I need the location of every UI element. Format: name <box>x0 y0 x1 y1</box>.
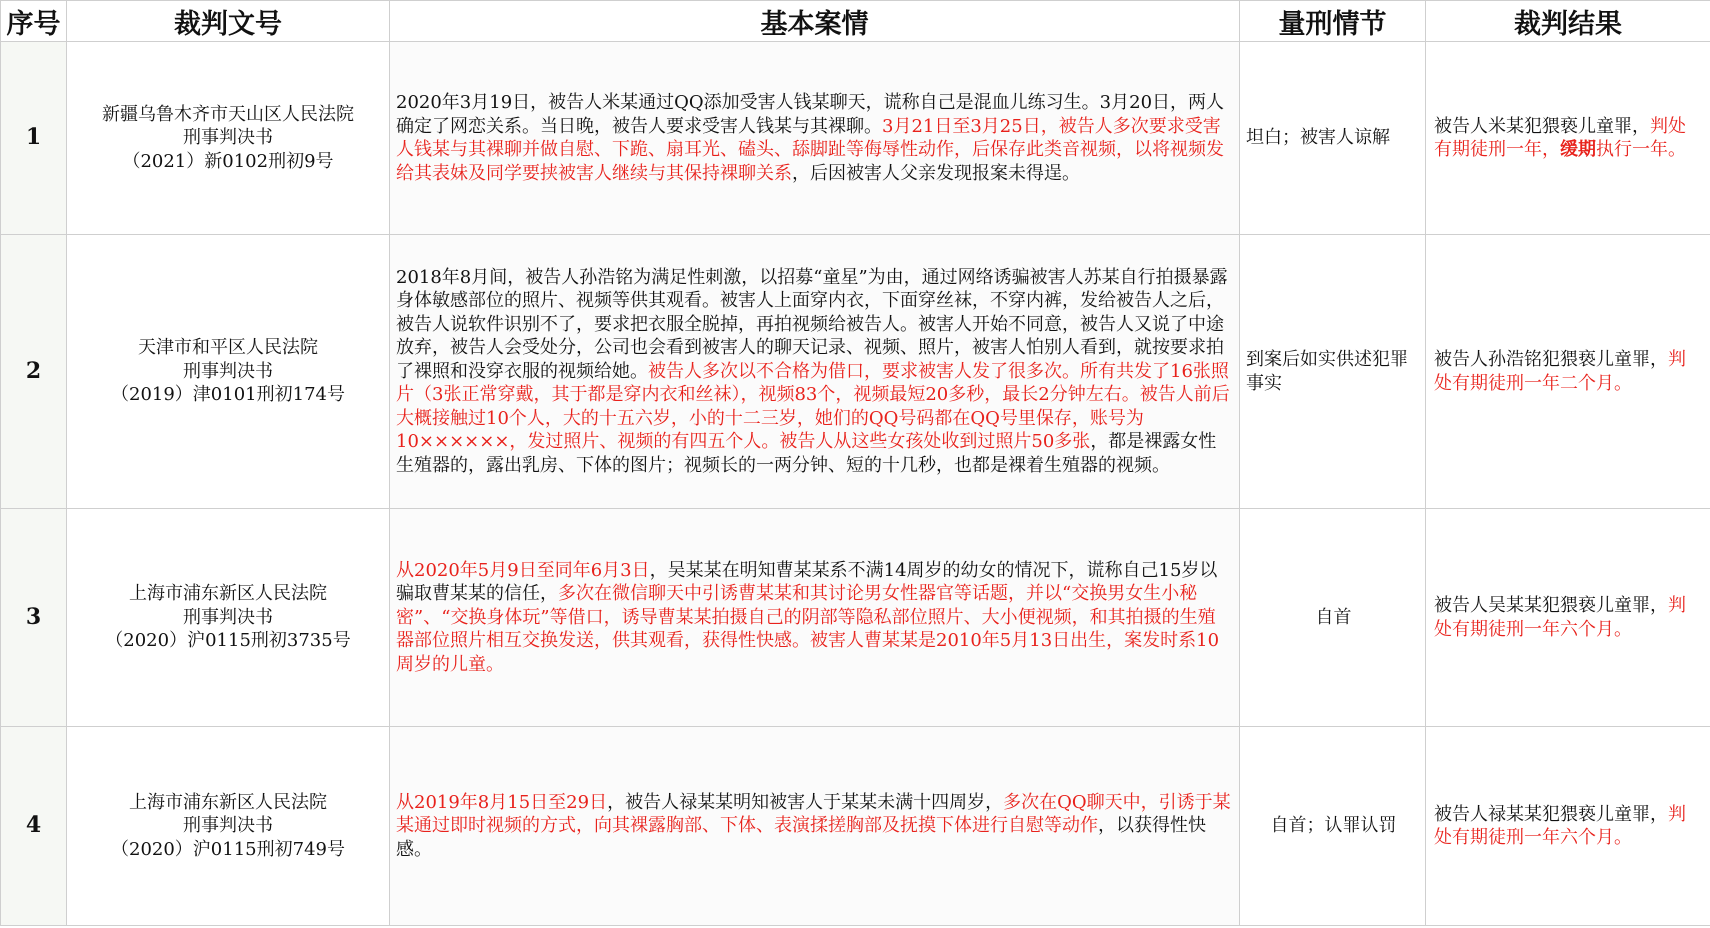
header-doc-number: 裁判文号 <box>67 1 390 42</box>
row-index: 2 <box>1 235 67 509</box>
case-number: （2020）沪0115刑初3735号 <box>105 630 351 652</box>
doc-type: 刑事判决书 <box>183 360 273 382</box>
case-facts-cell <box>390 727 1240 926</box>
doc-type: 刑事判决书 <box>183 127 273 149</box>
facts-text: ，被告人禄某某明知被害人于某某未满十四周岁， <box>607 791 1004 813</box>
doc-number-cell <box>67 727 390 926</box>
facts-text: ，都是裸露女性生殖器的，露出乳房、下体的图片；视频长的一两分钟、短的十几秒，也都是裸着生殖器的视频。 <box>396 431 1217 476</box>
result-text: 被告人米某犯猥亵儿童罪， <box>1434 115 1650 137</box>
court-name: 上海市浦东新区人民法院 <box>129 791 327 813</box>
facts-text: ，吴某某在明知曹某某系不满14周岁的幼女的情况下，谎称自己15岁以骗取曹某某的信任， <box>396 559 1218 605</box>
sentencing-factors-cell: 自首；认罪认罚 <box>1240 727 1426 926</box>
court-name: 天津市和平区人民法院 <box>138 337 318 359</box>
sentencing-factors-cell: 自首 <box>1240 509 1426 727</box>
table-row <box>1 727 1710 926</box>
sentencing-factors-cell: 坦白；被害人谅解 <box>1240 42 1426 235</box>
judgment-result-cell <box>1426 235 1710 509</box>
result-text: 被告人孙浩铭犯猥亵儿童罪， <box>1434 349 1668 370</box>
facts-highlight: 从2019年8月15日至29日 <box>396 791 608 813</box>
sentencing-factors-cell: 到案后如实供述犯罪事实 <box>1240 235 1426 509</box>
result-highlight-bold: 缓期 <box>1560 139 1596 160</box>
doc-type: 刑事判决书 <box>183 606 273 628</box>
case-number: （2019）津0101刑初174号 <box>111 384 345 406</box>
result-highlight: 判处有期徒刑一年， <box>1434 115 1686 160</box>
result-highlight: 判处有期徒刑一年二个月。 <box>1434 349 1686 394</box>
table-row <box>1 509 1710 727</box>
table-row <box>1 42 1710 235</box>
facts-text: 2020年3月19日，被告人米某通过QQ添加受害人钱某聊天，谎称自己是混血儿练习生。3月20日，两人确定了网恋关系。当日晚，被告人要求受害人钱某与其裸聊。 <box>396 92 1225 137</box>
facts-text: 2018年8月间，被告人孙浩铭为满足性刺激，以招募“童星”为由，通过网络诱骗被害人苏某自行拍摄暴露身体敏感部位的照片、视频等供其观看。被害人上面穿内衣，下面穿丝袜，不穿内裤，发给被告人之后，被告人说软件识别不了，要求把衣服全脱掉，再拍视频给被告人。被害人开始不同意，被告人又说了中途放弃，被告人会受处分，公司也会看到被害人的聊天记录、视频、照片，被害人怕别人看到，就按要求拍了裸照和没穿衣服的视频给她。 <box>396 266 1228 382</box>
facts-text: ，以获得性快感。 <box>396 815 1206 860</box>
table-row <box>1 235 1710 509</box>
case-facts-cell <box>390 42 1240 235</box>
header-index: 序号 <box>1 1 67 42</box>
doc-number-cell <box>67 235 390 509</box>
row-index: 1 <box>1 42 67 235</box>
doc-number-cell <box>67 42 390 235</box>
case-number: （2020）沪0115刑初749号 <box>111 838 345 860</box>
header-judgment-result: 裁判结果 <box>1426 1 1710 42</box>
facts-highlight: 多次在QQ聊天中，引诱于某某通过即时视频的方式，向其裸露胸部、下体、表演揉搓胸部及抚摸下体进行自慰等动作 <box>396 791 1231 837</box>
case-facts-cell <box>390 509 1240 727</box>
doc-number-cell <box>67 509 390 727</box>
facts-highlight: 被告人多次以不合格为借口，要求被害人发了很多次。所有共发了16张照片（3张正常穿戴，其于都是穿内衣和丝袜），视频83个，视频最短20多秒，最长2分钟左右。被告人前后大概接触过10个人，大的十五六岁，小的十二三岁，她们的QQ号码都在QQ号里保存，账号为10××××××，发过照片、视频的有四五个人。被告人从这些女孩处收到过照片50多张 <box>396 360 1230 453</box>
result-text: 被告人吴某某犯猥亵儿童罪， <box>1434 595 1668 616</box>
doc-type: 刑事判决书 <box>183 815 273 837</box>
judgment-result-cell <box>1426 727 1710 926</box>
facts-text: ，后因被害人父亲发现报案未得逞。 <box>792 162 1080 184</box>
facts-highlight: 3月21日至3月25日，被告人多次要求受害人钱某与其裸聊并做自慰、下跪、扇耳光、磕头、舔脚趾等侮辱性动作，后保存此类音视频，以将视频发给其表妹及同学要挟被害人继续与其保持裸聊关系 <box>396 115 1224 184</box>
result-highlight: 判处有期徒刑一年六个月。 <box>1434 595 1686 640</box>
header-sentencing-factors: 量刑情节 <box>1240 1 1426 42</box>
judgment-result-cell <box>1426 42 1710 235</box>
court-name: 新疆乌鲁木齐市天山区人民法院 <box>102 103 354 125</box>
row-index: 4 <box>1 727 67 926</box>
judgment-result-cell <box>1426 509 1710 727</box>
case-number: （2021）新0102刑初9号 <box>122 150 334 172</box>
header-case-facts: 基本案情 <box>390 1 1240 42</box>
row-index: 3 <box>1 509 67 727</box>
facts-highlight: 多次在微信聊天中引诱曹某某和其讨论男女性器官等话题，并以“交换男女生小秘密”、“交换身体玩”等借口，诱导曹某某拍摄自己的阴部等隐私部位照片、大小便视频，和其拍摄的生殖器部位照片相互交换发送，供其观看，获得性快感。被害人曹某某是2010年5月13日出生，案发时系10周岁的儿童。 <box>396 583 1220 675</box>
result-text: 被告人禄某某犯猥亵儿童罪， <box>1434 803 1668 825</box>
case-facts-cell <box>390 235 1240 509</box>
result-highlight: 执行一年。 <box>1596 139 1686 160</box>
header-row <box>1 1 1710 42</box>
result-highlight: 判处有期徒刑一年六个月。 <box>1434 803 1686 848</box>
facts-highlight: 从2020年5月9日至同年6月3日 <box>396 559 650 581</box>
court-name: 上海市浦东新区人民法院 <box>129 583 327 605</box>
